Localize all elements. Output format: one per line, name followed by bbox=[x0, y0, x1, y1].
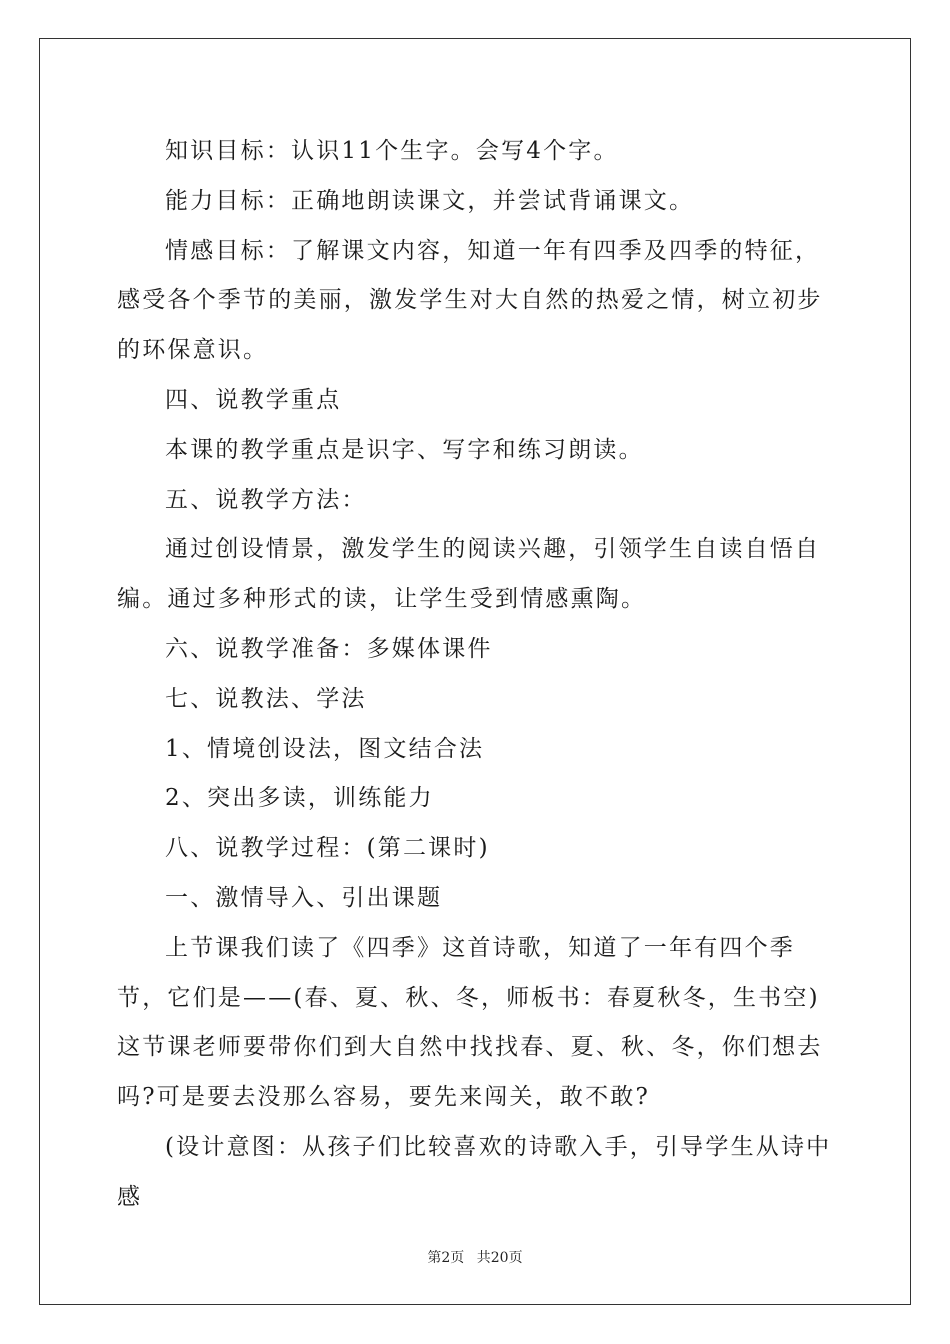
document-body bbox=[117, 127, 835, 1223]
subsection-heading: 一、激情导入、引出课题 bbox=[165, 884, 443, 911]
page-total: 共20页 bbox=[476, 1250, 523, 1266]
section-heading: 六、说教学准备：多媒体课件 bbox=[165, 635, 493, 662]
paragraph: 通过创设情景，激发学生的阅读兴趣，引领学生自读自悟自编。通过多种形式的读，让学生受到情感熏陶。 bbox=[117, 536, 821, 613]
paragraph: 上节课我们读了《四季》这首诗歌，知道了一年有四个季节，它们是——(春、夏、秋、冬，师板书：春夏秋冬，生书空)这节课老师要带你们到大自然中找找春、夏、秋、冬，你们想去吗?可是要去没那么容易，要先来闯关，敢不敢? bbox=[117, 934, 823, 1111]
section-heading: 七、说教法、学法 bbox=[165, 685, 367, 712]
section-heading: 五、说教学方法： bbox=[165, 486, 367, 513]
paragraph: 能力目标：正确地朗读课文，并尝试背诵课文。 bbox=[165, 187, 695, 214]
paragraph: 本课的教学重点是识字、写字和练习朗读。 bbox=[165, 436, 644, 463]
paragraph: 知识目标：认识11个生字。会写4个字。 bbox=[165, 138, 619, 164]
list-item: 1、情境创设法，图文结合法 bbox=[165, 735, 485, 762]
paragraph: (设计意图：从孩子们比较喜欢的诗歌入手，引导学生从诗中感 bbox=[117, 1133, 832, 1210]
paragraph: 情感目标：了解课文内容，知道一年有四季及四季的特征，感受各个季节的美丽，激发学生对大自然的热爱之情，树立初步的环保意识。 bbox=[117, 237, 823, 364]
section-heading: 八、说教学过程：(第二课时) bbox=[165, 835, 490, 862]
list-item: 2、突出多读，训练能力 bbox=[165, 785, 434, 812]
page-number: 第2页 bbox=[427, 1250, 465, 1266]
section-heading: 四、说教学重点 bbox=[165, 386, 342, 413]
page-footer bbox=[0, 1247, 950, 1267]
